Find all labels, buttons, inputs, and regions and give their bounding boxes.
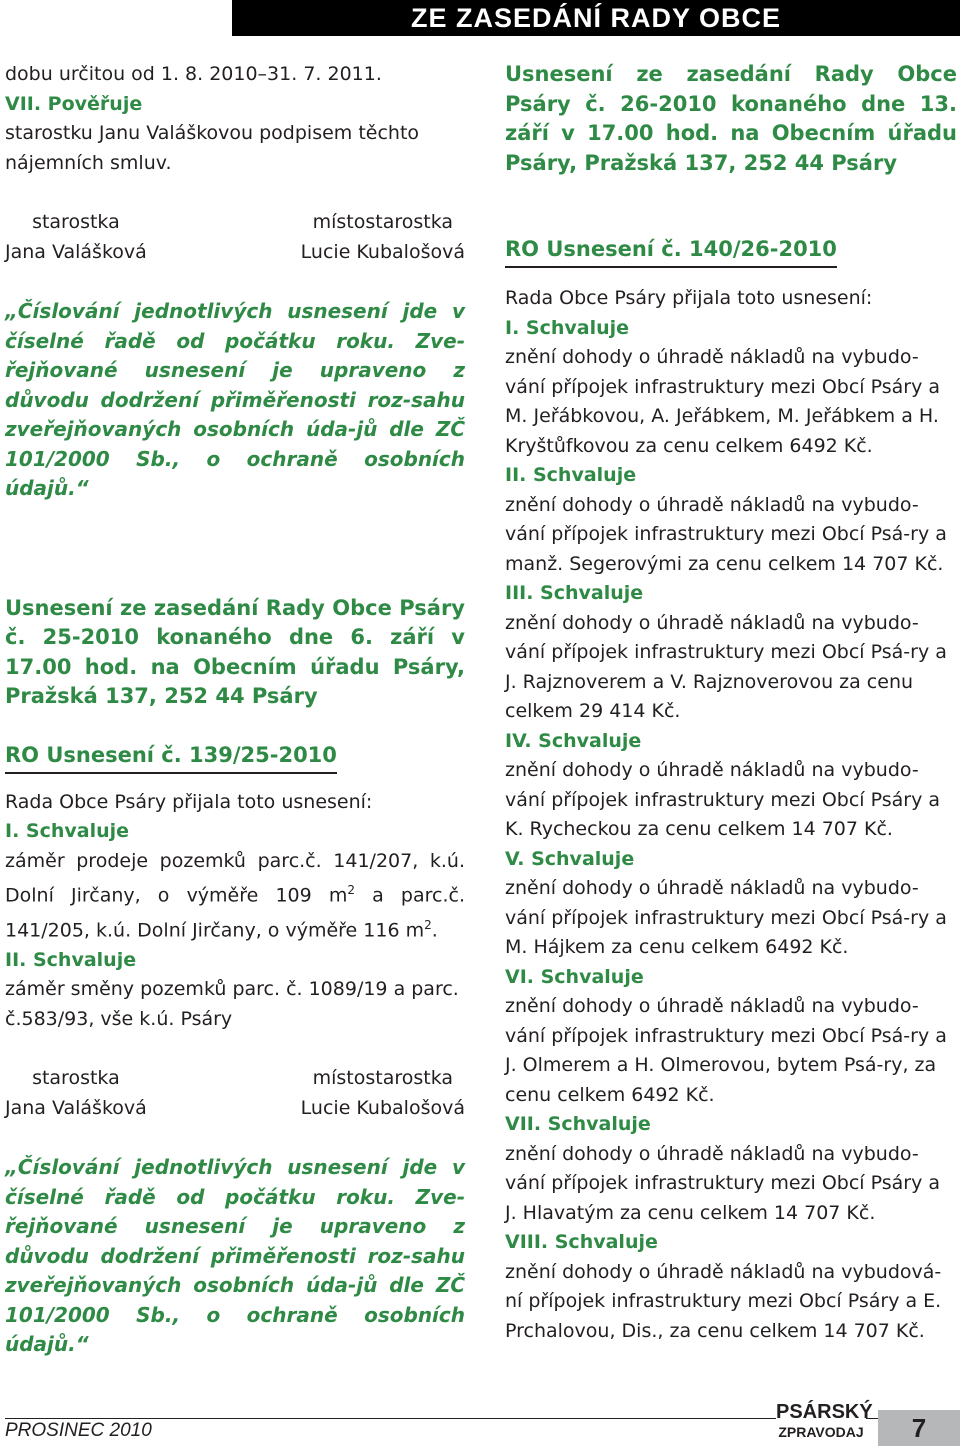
item-label: III. Schvaluje	[505, 582, 644, 604]
signature-block	[5, 208, 465, 267]
intro-vii-heading: VII. Pověřuje	[5, 92, 143, 115]
newsletter-logo	[776, 1401, 873, 1442]
item-label: V. Schvaluje	[505, 847, 635, 870]
item-text: znění dohody o úhradě nákladů na vybudo-vání přípojek infrastruktury mezi Obcí Psá-ry a J. Rajznoverem a V. Rajznoverovou za cenu celkem 29 414 Kč.	[505, 611, 947, 722]
signature-left	[5, 1064, 147, 1123]
role-mistostarostka: místostarostka	[312, 211, 454, 233]
role-starostka: starostka	[32, 211, 120, 233]
item-text: znění dohody o úhradě nákladů na vybudo-vání přípojek infrastruktury mezi Obcí Psá-ry a M. Hájkem za cenu celkem 6492 Kč.	[505, 877, 947, 958]
role-mistostarostka: místostarostka	[312, 1067, 454, 1090]
item-text-part: a parc.č. 141/205, k.ú. Dolní Jirčany, o výměře 116 m	[5, 884, 465, 942]
resolution-items	[505, 314, 957, 1347]
signature-left	[5, 208, 147, 267]
item-label: II. Schvaluje	[505, 464, 637, 486]
page-header-title: ZE ZASEDÁNÍ RADY OBCE	[232, 0, 960, 36]
item-text: znění dohody o úhradě nákladů na vybudová-ní přípojek infrastruktury mezi Obcí Psáry a E. Prchalovou, Dis., za cenu celkem 14 707 Kč.	[505, 1260, 942, 1342]
item-label: IV. Schvaluje	[505, 729, 642, 752]
item-text-part: záměr prodeje pozemků parc.č. 141/207, k.ú. Dolní Jirčany, o výměře 109 m	[5, 849, 465, 907]
superscript: 2	[347, 883, 356, 897]
right-column	[505, 60, 957, 1346]
council-statement: Rada Obce Psáry přijala toto usnesení:	[505, 287, 873, 309]
signature-right	[301, 208, 465, 267]
name-starostka: Jana Valášková	[5, 240, 147, 263]
superscript: 2	[424, 917, 432, 932]
meeting-heading: Usnesení ze zasedání Rady Obce Psáry č. 25-2010 konaného dne 6. září v 17.00 hod. na Obecním úřadu Psáry, Pražská 137, 252 44 Psáry	[5, 595, 465, 708]
item-text: znění dohody o úhradě nákladů na vybudo-vání přípojek infrastruktury mezi Obcí Psá-ry a manž. Segerovými za cenu celkem 14 707 Kč.	[505, 493, 947, 575]
item-label: VIII. Schvaluje	[505, 1231, 658, 1253]
council-statement: Rada Obce Psáry přijala toto usnesení:	[5, 790, 373, 813]
item-text-part: .	[431, 919, 438, 942]
item-label: II. Schvaluje	[5, 948, 137, 971]
name-mistostarostka: Lucie Kubalošová	[300, 240, 465, 263]
resolution-number: RO Usnesení č. 139/25-2010	[5, 742, 337, 774]
resolution-number-wrap	[505, 236, 957, 268]
resolution-number-wrap	[5, 742, 465, 774]
item-text: znění dohody o úhradě nákladů na vybudo-vání přípojek infrastruktury mezi Obcí Psá-ry a J. Olmerem a H. Olmerovou, bytem Psá-ry, za cenu celkem 6492 Kč.	[505, 995, 947, 1106]
meeting-heading: Usnesení ze zasedání Rady Obce Psáry č. 26-2010 konaného dne 13. září v 17.00 hod. na Obecním úřadu Psáry, Pražská 137, 252 44 Psáry	[505, 62, 957, 175]
item-text	[5, 847, 465, 946]
item-text: znění dohody o úhradě nákladů na vybudo-vání přípojek infrastruktury mezi Obcí Psáry a J. Hlavatým za cenu celkem 14 707 Kč.	[505, 1142, 941, 1224]
logo-line2: ZPRAVODAJ	[778, 1424, 864, 1440]
gdpr-notice: „Číslování jednotlivých usnesení jde v číselné řadě od počátku roku. Zve-řejňované usnesení je upraveno z důvodu dodržení přiměřenosti roz-sahu zveřejňovaných osobních úda-jů dle ZČ 101/2000 Sb., o ochraně osobních údajů.“	[5, 1155, 465, 1357]
item-label: VI. Schvaluje	[505, 965, 644, 988]
left-column	[5, 60, 465, 1360]
item-text: znění dohody o úhradě nákladů na vybudo-vání přípojek infrastruktury mezi Obcí Psáry a K. Rycheckou za cenu celkem 14 707 Kč.	[505, 759, 941, 840]
item-label: I. Schvaluje	[505, 316, 630, 339]
name-starostka: Jana Valášková	[5, 1096, 147, 1119]
intro-line: dobu určitou od 1. 8. 2010–31. 7. 2011.	[5, 63, 382, 85]
signature-right	[301, 1064, 465, 1123]
name-mistostarostka: Lucie Kubalošová	[300, 1096, 465, 1119]
logo-line1: PSÁRSKÝ	[776, 1401, 873, 1423]
role-starostka: starostka	[32, 1067, 120, 1090]
page-number: 7	[878, 1410, 960, 1446]
resolution-number: RO Usnesení č. 140/26-2010	[505, 236, 837, 268]
gdpr-notice: „Číslování jednotlivých usnesení jde v číselné řadě od počátku roku. Zve-řejňované usnesení je upraveno z důvodu dodržení přiměřenosti roz-sahu zveřejňovaných osobních úda-jů dle ZČ 101/2000 Sb., o ochraně osobních údajů.“	[5, 299, 465, 500]
footer-date: PROSINEC 2010	[5, 1420, 152, 1441]
intro-text: starostku Janu Valáškovou podpisem těchto nájemních smluv.	[5, 122, 420, 174]
item-text: znění dohody o úhradě nákladů na vybudo-vání přípojek infrastruktury mezi Obcí Psáry a M. Jeřábkovou, A. Jeřábkem, M. Jeřábkem a H. Kryštůfkovou za cenu celkem 6492 Kč.	[505, 346, 941, 457]
item-label: I. Schvaluje	[5, 820, 130, 842]
signature-block	[5, 1064, 465, 1123]
item-text: záměr směny pozemků parc. č. 1089/19 a parc. č.583/93, vše k.ú. Psáry	[5, 978, 459, 1030]
item-label: VII. Schvaluje	[505, 1113, 651, 1135]
